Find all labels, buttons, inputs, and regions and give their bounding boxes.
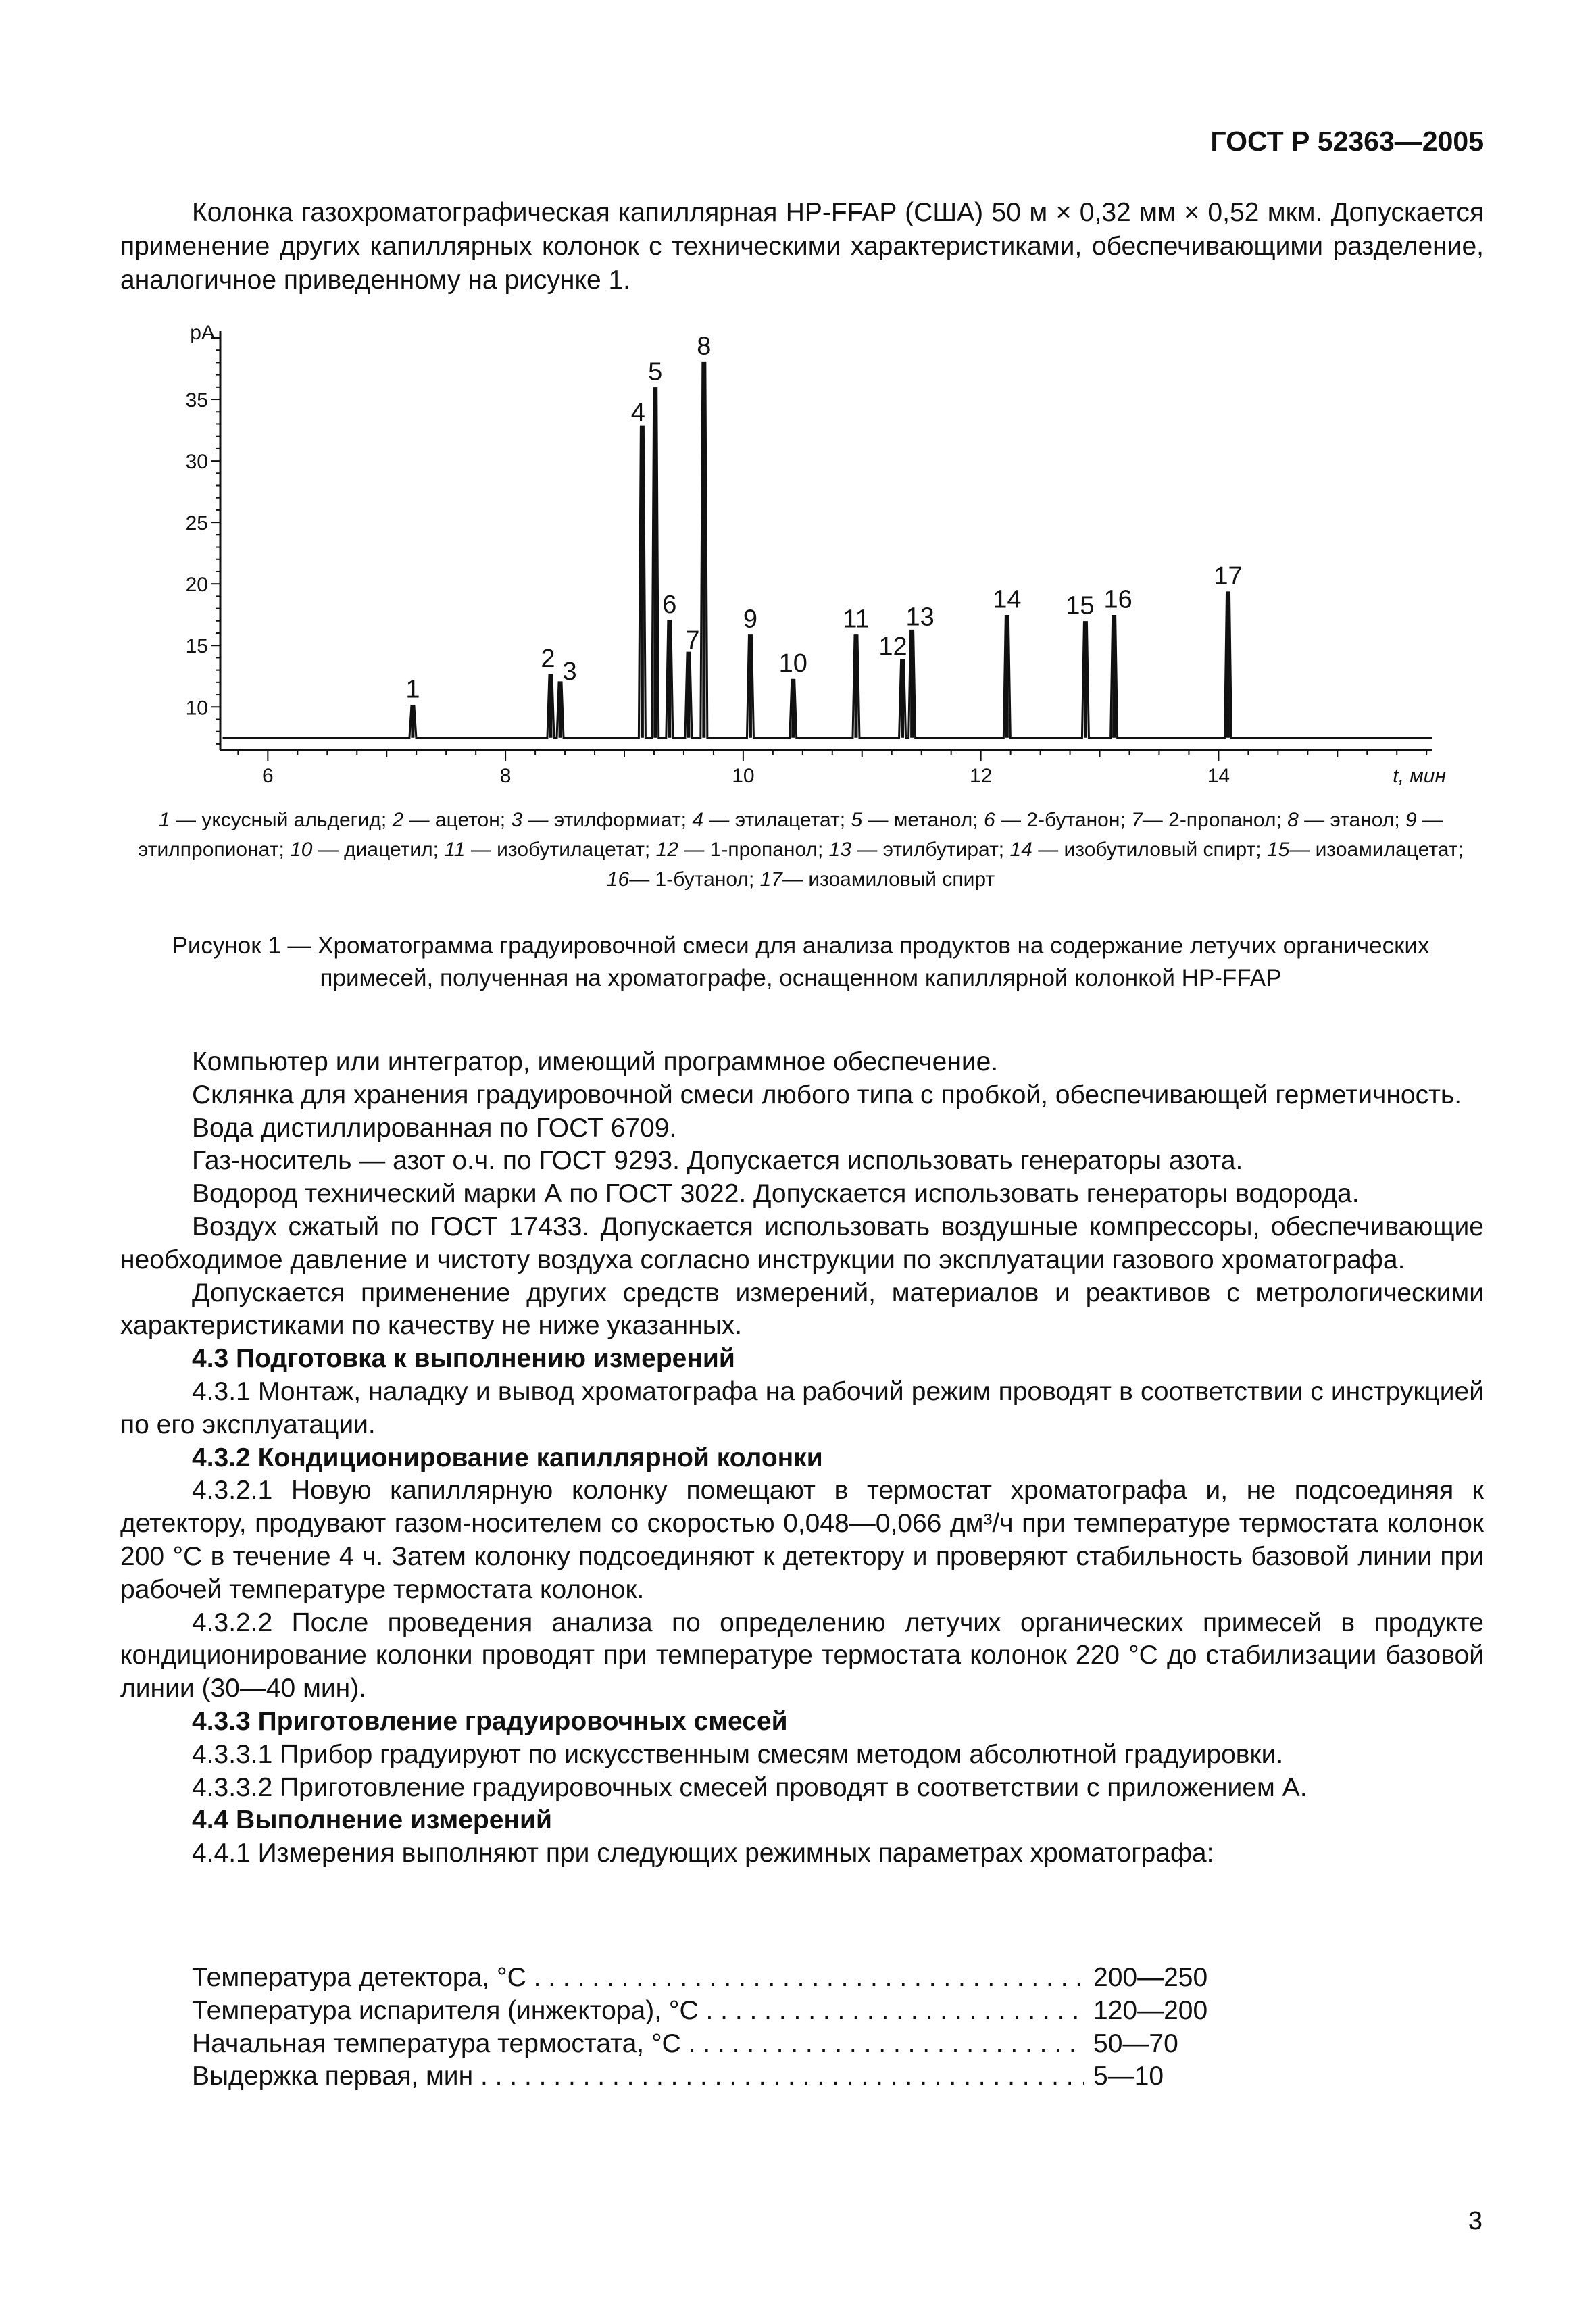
body-paragraph: 4.3.1 Монтаж, наладку и вывод хроматографа на рабочий режим проводят в соответствии с инструкцией по его эксплуатации.: [120, 1376, 1484, 1439]
y-tick-label: 25: [185, 512, 208, 535]
parameter-value: 5—10: [1093, 2062, 1164, 2091]
parameter-list: [192, 1962, 1207, 2093]
body-paragraph: Воздух сжатый по ГОСТ 17433. Допускается использовать воздушные компрессоры, обеспечивающие необходимое давление и чистоту воздуха согласно инструкции по эксплуатации газового хроматографа.: [120, 1212, 1484, 1274]
legend-compound: — этилформиат;: [522, 809, 693, 831]
body-paragraph: Водород технический марки А по ГОСТ 3022. Допускается использовать генераторы водорода.: [192, 1179, 1360, 1209]
peak-label: 1: [405, 675, 420, 704]
parameter-value: 50—70: [1093, 2028, 1178, 2058]
section-heading: 4.3.2 Кондиционирование капиллярной колонки: [192, 1443, 823, 1472]
body-paragraph: 4.4.1 Измерения выполняют при следующих режимных параметрах хроматографа:: [192, 1839, 1214, 1868]
peak-label: 5: [648, 357, 663, 387]
legend-number: 15: [1266, 839, 1290, 861]
legend-number: 8: [1287, 809, 1299, 831]
body-paragraph: 4.3.2.1 Новую капиллярную колонку помещают в термостат хроматографа и, не подсоединяя к детектору, продувают газом-носителем со скоростью 0,048—0,066 дм³/ч при температуре термостата колонок 200 °С в течение 4 ч. Затем колонку подсоединяют к детектору и проверяют стабильность базовой линии при рабочей температуре термостата колонок.: [120, 1476, 1484, 1604]
legend-compound: — изоамиловый спирт: [782, 868, 995, 891]
legend-compound: — этилацетат;: [703, 809, 851, 831]
page-number: 3: [1468, 2207, 1482, 2235]
peak-label: 6: [662, 590, 677, 619]
peak-label: 4: [630, 399, 645, 428]
section-heading: 4.3.3 Приготовление градуировочных смесей: [192, 1706, 788, 1736]
peak-label: 11: [843, 605, 870, 634]
body-paragraph: Вода дистиллированная по ГОСТ 6709.: [192, 1113, 677, 1143]
parameter-row: [192, 2060, 1207, 2093]
parameter-row: [192, 2028, 1207, 2061]
legend-compound: — изобутиловый спирт;: [1032, 839, 1267, 861]
parameter-value: 200—250: [1093, 1963, 1208, 1992]
x-axis-label: t, мин: [1393, 765, 1446, 787]
peak-label: 13: [905, 603, 934, 632]
legend-compound: — метанол;: [862, 809, 984, 831]
y-tick-label: 10: [185, 697, 208, 720]
peak-label: 10: [778, 649, 807, 678]
chromatogram-figure: [155, 318, 1453, 791]
legend-number: 12: [655, 839, 678, 861]
intro-paragraph: Колонка газохроматографическая капиллярная HP-FFAP (США) 50 м × 0,32 мм × 0,52 мкм. Допускается применение других капиллярных колонок с техническими характеристиками, обеспечивающими разделение, аналогичное приведенному на рисунке 1.: [120, 198, 1484, 295]
legend-number: 10: [290, 839, 313, 861]
legend-compound: — этилбутират;: [851, 839, 1010, 861]
y-tick-label: 15: [185, 635, 208, 658]
legend-compound: — этанол;: [1298, 809, 1405, 831]
section-heading: 4.3 Подготовка к выполнению измерений: [192, 1344, 735, 1374]
parameter-row: [192, 1962, 1207, 1995]
body-paragraph: 4.3.3.1 Прибор градуируют по искусственным смесям методом абсолютной градуировки.: [192, 1739, 1284, 1769]
legend-compound: — уксусный альдегид;: [170, 809, 393, 831]
body-paragraph: 4.3.3.2 Приготовление градуировочных смесей проводят в соответствии с приложением А.: [192, 1772, 1307, 1802]
legend-number: 13: [828, 839, 852, 861]
body-paragraph: Газ-носитель — азот о.ч. по ГОСТ 9293. Допускается использовать генераторы азота.: [192, 1146, 1243, 1176]
x-tick-label: 14: [1207, 765, 1230, 787]
peak-label: 15: [1066, 591, 1095, 620]
legend-compound: — этилпропионат;: [138, 809, 1443, 861]
chromatogram-chart: [155, 318, 1453, 791]
chromatogram-trace: [223, 362, 1432, 737]
legend-compound: — 2-пропанол;: [1142, 809, 1288, 831]
body-paragraph: 4.3.2.2 После проведения анализа по определению летучих органических примесей в продукте кондиционирование колонки проводят при температуре термостата колонок 220 °С до стабилизации базовой линии (30—40 мин).: [120, 1608, 1484, 1703]
legend-number: 1: [158, 809, 170, 831]
x-tick-label: 6: [262, 765, 274, 787]
legend-compound: — 1-бутанол;: [629, 868, 760, 891]
x-tick-label: 8: [499, 765, 512, 787]
parameter-row: [192, 1995, 1207, 2028]
y-axis-label: pA: [190, 322, 215, 344]
peak-label: 17: [1214, 562, 1243, 591]
y-tick-label: 35: [185, 389, 208, 412]
legend-compound: — изобутилацетат;: [465, 839, 656, 861]
body-paragraph: Склянка для хранения градуировочной смеси любого типа с пробкой, обеспечивающей герметичность.: [192, 1080, 1462, 1110]
legend-number: 6: [983, 809, 995, 831]
peak-label: 3: [562, 657, 577, 686]
legend-number: 17: [759, 868, 782, 891]
legend-number: 7: [1131, 809, 1143, 831]
parameter-label: Начальная температура термостата, °С . . .: [192, 2028, 1084, 2061]
section-heading: 4.4 Выполнение измерений: [192, 1806, 552, 1835]
document-header: ГОСТ Р 52363—2005: [1210, 126, 1484, 157]
body-paragraph: Допускается применение других средств измерений, материалов и реактивов с метрологическими характеристиками по качеству не ниже указанных.: [120, 1278, 1484, 1341]
legend-number: 16: [606, 868, 630, 891]
figure-legend: [135, 805, 1466, 895]
legend-number: 2: [392, 809, 404, 831]
figure-caption: Рисунок 1 — Хроматограмма градуировочной смеси для анализа продуктов на содержание летучих органических примесей, полученная на хроматографе, оснащенном капиллярной колонкой HP-FFAP: [172, 932, 1430, 991]
legend-number: 4: [692, 809, 704, 831]
legend-number: 11: [444, 839, 466, 861]
parameter-value: 120—200: [1093, 1995, 1208, 2025]
parameter-label: Температура испарителя (инжектора), °С . . .: [192, 1995, 1084, 2028]
legend-compound: — диацетил;: [312, 839, 445, 861]
body-text: [120, 1046, 1484, 1870]
legend-number: 9: [1405, 809, 1417, 831]
peak-label: 16: [1103, 585, 1132, 614]
peak-label: 7: [685, 626, 700, 655]
legend-compound: — изоамилацетат;: [1289, 839, 1464, 861]
peak-label: 9: [743, 605, 758, 634]
legend-compound: — 1-пропанол;: [678, 839, 829, 861]
parameter-label: Выдержка первая, мин . . .: [192, 2060, 1084, 2093]
body-paragraph: Компьютер или интегратор, имеющий программное обеспечение.: [192, 1047, 999, 1076]
legend-compound: — 2-бутанон;: [995, 809, 1132, 831]
y-tick-label: 30: [185, 451, 208, 474]
peak-label: 2: [541, 644, 555, 673]
y-tick-label: 20: [185, 574, 208, 597]
peak-label: 14: [993, 585, 1022, 614]
legend-compound: — ацетон;: [403, 809, 512, 831]
peak-label: 12: [878, 632, 907, 662]
legend-number: 3: [511, 809, 523, 831]
parameter-label: Температура детектора, °С . . .: [192, 1962, 1084, 1995]
legend-number: 14: [1009, 839, 1032, 861]
legend-number: 5: [851, 809, 863, 831]
x-tick-label: 12: [969, 765, 993, 787]
x-tick-label: 10: [732, 765, 755, 787]
peak-label: 8: [697, 332, 712, 361]
